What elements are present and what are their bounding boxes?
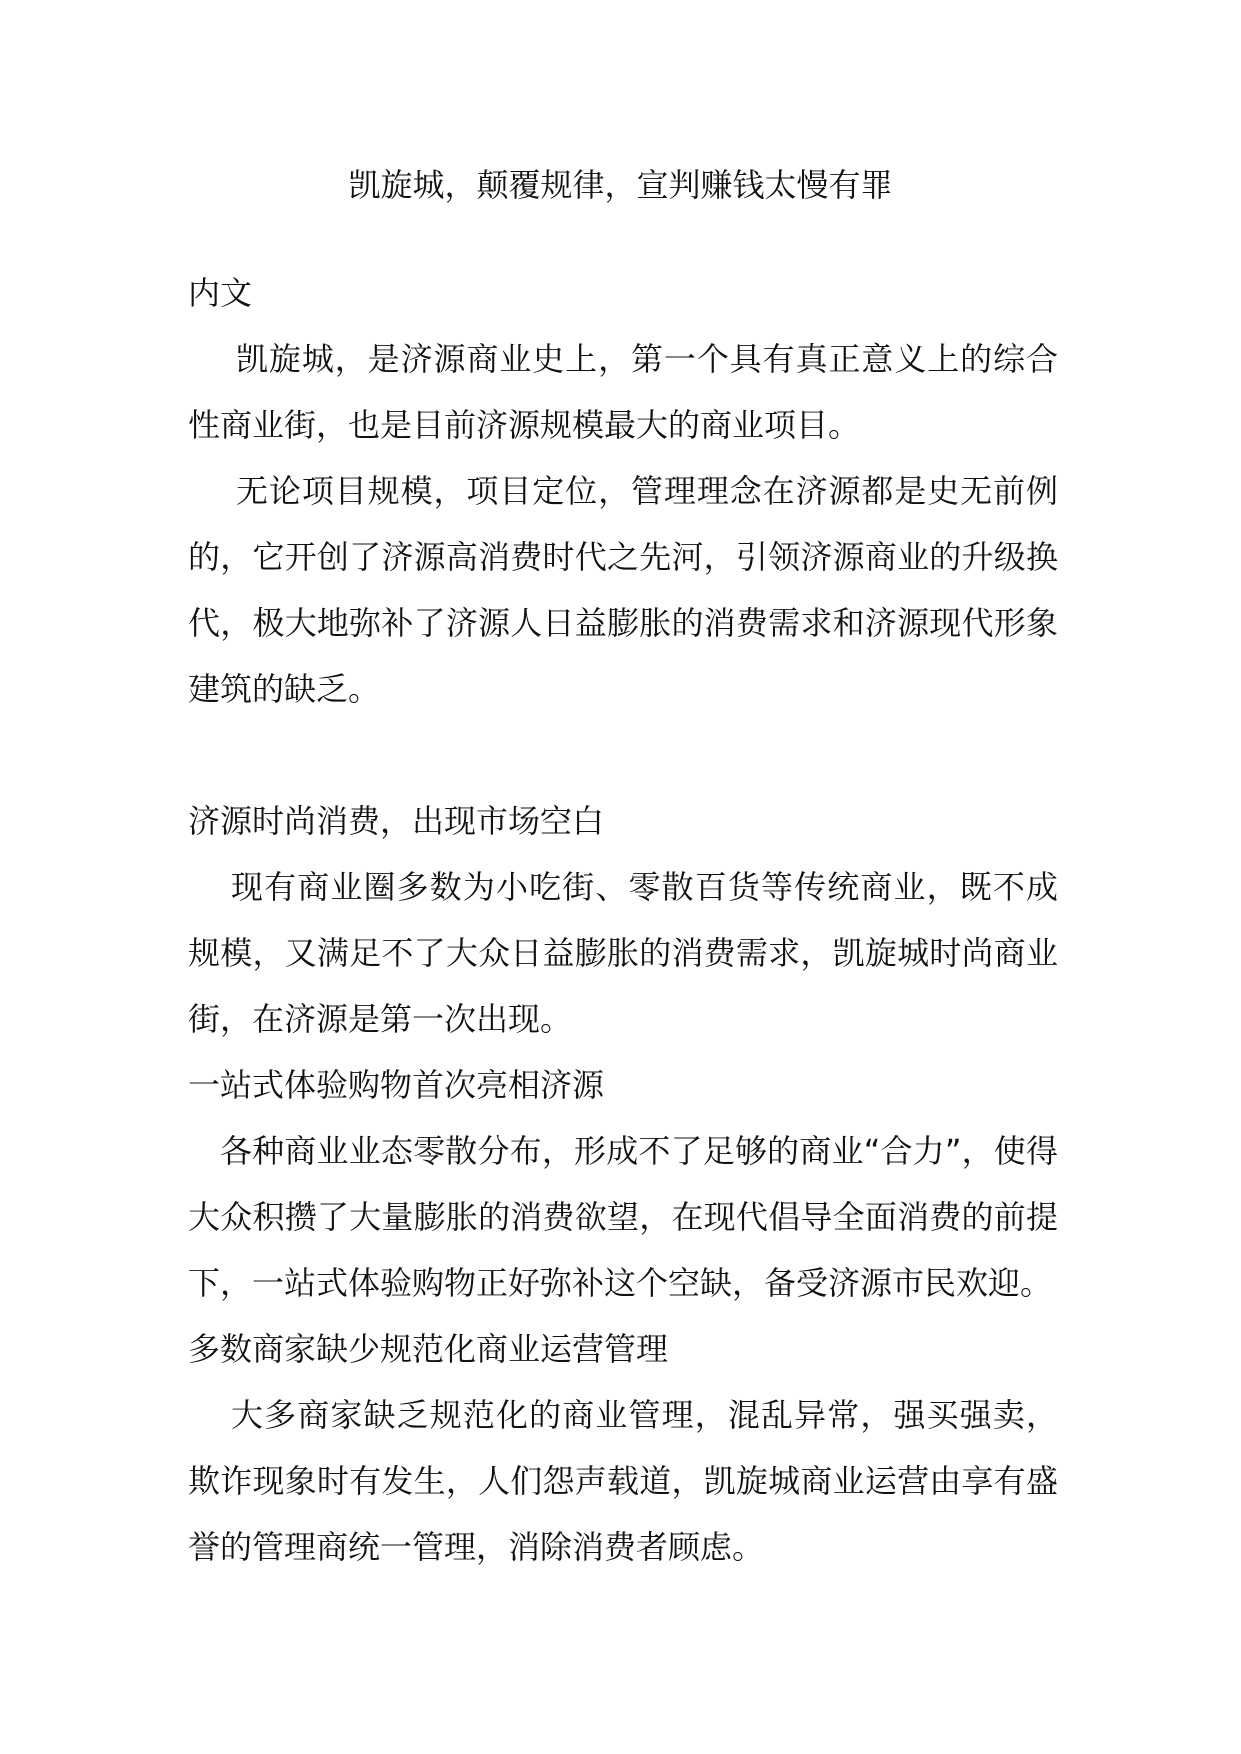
section-body-management: 大多商家缺乏规范化的商业管理，混乱异常，强买强卖，欺诈现象时有发生，人们怨声载道，凯旋城商业运营由享有盛誉的管理商统一管理，消除消费者顾虑。 [188, 1396, 1058, 1566]
section-label: 内文 [188, 274, 253, 312]
section-heading-fashion: 济源时尚消费，出现市场空白 [188, 802, 605, 840]
section-body-fashion: 现有商业圈多数为小吃街、零散百货等传统商业，既不成规模，又满足不了大众日益膨胀的消费需求，凯旋城时尚商业街，在济源是第一次出现。 [188, 868, 1058, 1038]
paragraph-spacer [188, 722, 1058, 788]
intro-paragraph-2: 无论项目规模，项目定位，管理理念在济源都是史无前例的，它开创了济源高消费时代之先河，引领济源商业的升级换代，极大地弥补了济源人日益膨胀的消费需求和济源现代形象建筑的缺乏。 [188, 472, 1058, 708]
section-heading-management: 多数商家缺少规范化商业运营管理 [188, 1330, 669, 1368]
document-title: 凯旋城，颠覆规律，宣判赚钱太慢有罪 [348, 166, 893, 204]
section-heading-one-stop: 一站式体验购物首次亮相济源 [188, 1066, 605, 1104]
intro-paragraph-1: 凯旋城，是济源商业史上，第一个具有真正意义上的综合性商业街，也是目前济源规模最大的商业项目。 [188, 340, 1058, 444]
section-body-one-stop: 各种商业业态零散分布，形成不了足够的商业“合力”，使得大众积攒了大量膨胀的消费欲望，在现代倡导全面消费的前提下，一站式体验购物正好弥补这个空缺，备受济源市民欢迎。 [188, 1132, 1058, 1302]
document-body [188, 260, 1058, 1580]
